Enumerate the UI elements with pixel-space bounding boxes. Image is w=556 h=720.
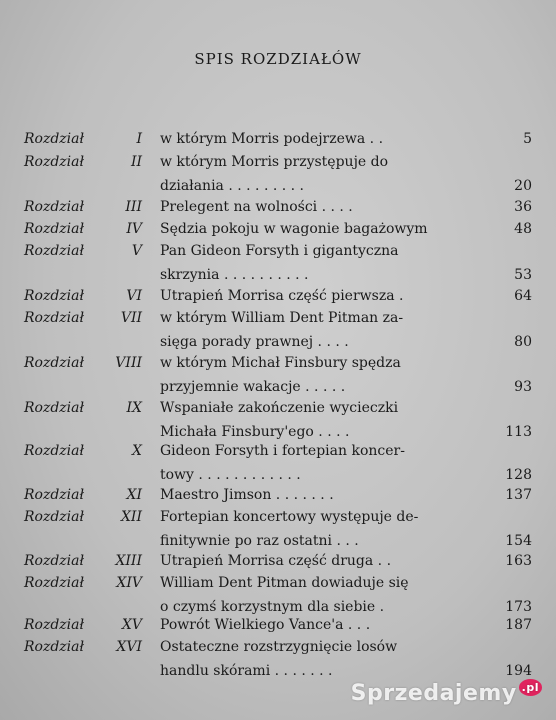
chapter-entry	[0, 506, 556, 548]
chapter-label: Rozdział	[24, 553, 85, 569]
chapter-page-number: 187	[505, 617, 532, 633]
chapter-label: Rozdział	[24, 443, 85, 459]
chapter-number: XIII	[115, 553, 142, 569]
chapter-title-text: towy	[160, 467, 194, 483]
chapter-title-line1	[160, 636, 480, 658]
chapter-title-line2	[160, 264, 480, 286]
chapter-number: I	[136, 131, 142, 147]
chapter-title-text: działania	[160, 178, 224, 194]
leader-dots: . . . . . . . . . . . .	[193, 467, 301, 483]
watermark-tld: .pl	[519, 679, 542, 696]
chapter-label: Rozdział	[24, 487, 85, 503]
chapter-page-number: 93	[514, 379, 532, 395]
chapter-label: Rozdział	[24, 221, 85, 237]
chapter-label: Rozdział	[24, 131, 85, 147]
leader-dots: . . . . . . . . . .	[219, 267, 309, 283]
chapter-label: Rozdział	[24, 154, 85, 170]
chapter-title-line1	[160, 614, 480, 636]
chapter-label: Rozdział	[24, 288, 85, 304]
chapter-number: XV	[121, 617, 142, 633]
chapter-label: Rozdział	[24, 355, 85, 371]
leader-dots: . . . . . . .	[271, 487, 334, 503]
chapter-title-line1	[160, 506, 480, 528]
chapter-number: X	[132, 443, 142, 459]
chapter-title-line1	[160, 151, 480, 173]
leader-dots: . . . .	[313, 334, 349, 350]
chapter-label: Rozdział	[24, 575, 85, 591]
chapter-title-text: Sędzia pokoju w wagonie bagażowym	[160, 221, 428, 237]
chapter-number: XIV	[116, 575, 142, 591]
chapter-title-line1	[160, 307, 480, 329]
leader-dots: . . .	[343, 617, 371, 633]
chapter-number: III	[125, 199, 142, 215]
chapter-entry	[0, 240, 556, 282]
chapter-title-text: o czymś korzystnym dla siebie	[160, 599, 376, 615]
chapter-number: XVI	[116, 639, 142, 655]
chapter-title-line2	[160, 331, 480, 353]
chapter-page-number: 64	[514, 288, 532, 304]
watermark-logo	[351, 681, 542, 706]
chapter-entry	[0, 440, 556, 482]
chapter-number: IX	[126, 400, 142, 416]
chapter-page-number: 128	[505, 467, 532, 483]
leader-dots: . . . .	[317, 199, 353, 215]
chapter-title-text: handlu skórami	[160, 663, 271, 679]
chapter-page-number: 173	[505, 599, 532, 615]
chapter-title-text: sięga porady prawnej	[160, 334, 314, 350]
chapter-title-line1	[160, 352, 480, 374]
chapter-label: Rozdział	[24, 199, 85, 215]
chapter-entry	[0, 397, 556, 439]
leader-dots: . .	[373, 553, 392, 569]
chapter-title-text: finitywnie po raz ostatni	[160, 533, 332, 549]
leader-dots: . . . . .	[300, 379, 346, 395]
chapter-page-number: 36	[514, 199, 532, 215]
chapter-page-number: 5	[523, 131, 532, 147]
chapter-title-text: Ostateczne rozstrzygnięcie losów	[160, 639, 398, 655]
chapter-title-text: Utrapień Morrisa część druga	[160, 553, 374, 569]
chapter-title-text: Maestro Jimson	[160, 487, 272, 503]
chapter-title-line2	[160, 464, 480, 486]
chapter-title-text: Gideon Forsyth i fortepian koncer-	[160, 443, 405, 459]
chapter-page-number: 48	[514, 221, 532, 237]
chapter-title-line2	[160, 175, 480, 197]
chapter-number: VI	[126, 288, 142, 304]
page-title: SPIS ROZDZIAŁÓW	[194, 50, 362, 68]
leader-dots: . .	[365, 131, 384, 147]
chapter-title-line1	[160, 196, 480, 218]
leader-dots: . . . . . . . . .	[223, 178, 304, 194]
chapter-entry	[0, 572, 556, 614]
chapter-label: Rozdział	[24, 509, 85, 525]
chapter-title-line1	[160, 484, 480, 506]
chapter-page-number: 53	[514, 267, 532, 283]
chapter-entry	[0, 151, 556, 193]
chapter-page-number: 137	[505, 487, 532, 503]
chapter-number: V	[131, 243, 142, 259]
chapter-title-line1	[160, 397, 480, 419]
chapter-title-line1	[160, 285, 480, 307]
chapter-title-line2	[160, 530, 480, 552]
chapter-title-text: przyjemnie wakacje	[160, 379, 301, 395]
chapter-title-line1	[160, 128, 480, 150]
chapter-title-line1	[160, 218, 480, 240]
leader-dots: .	[394, 288, 404, 304]
chapter-page-number: 113	[505, 424, 532, 440]
chapter-title-text: skrzynia	[160, 267, 220, 283]
chapter-entry	[0, 352, 556, 394]
chapter-number: II	[130, 154, 142, 170]
chapter-title-text: Prelegent na wolności	[160, 199, 318, 215]
chapter-title-line1	[160, 550, 480, 572]
chapter-title-text: w którym Morris przystępuje do	[160, 154, 389, 170]
chapter-title-text: w którym Michał Finsbury spędza	[160, 355, 401, 371]
chapter-title-text: w którym William Dent Pitman za-	[160, 310, 404, 326]
chapter-title-line2	[160, 660, 480, 682]
chapter-label: Rozdział	[24, 243, 85, 259]
chapter-title-line1	[160, 240, 480, 262]
chapter-label: Rozdział	[24, 617, 85, 633]
chapter-title-text: w którym Morris podejrzewa	[160, 131, 366, 147]
chapter-entry	[0, 636, 556, 678]
chapter-title-text: Fortepian koncertowy występuje de-	[160, 509, 419, 525]
chapter-label: Rozdział	[24, 639, 85, 655]
chapter-number: XII	[120, 509, 142, 525]
leader-dots: .	[375, 599, 385, 615]
chapter-title-text: William Dent Pitman dowiaduje się	[160, 575, 409, 591]
chapter-number: IV	[126, 221, 142, 237]
chapter-title-text: Utrapień Morrisa część pierwsza	[160, 288, 395, 304]
chapter-title-text: Powrót Wielkiego Vance'a	[160, 617, 344, 633]
chapter-page-number: 163	[505, 553, 532, 569]
leader-dots: . . . . . . .	[270, 663, 333, 679]
chapter-page-number: 80	[514, 334, 532, 350]
watermark-text: Sprzedajemy	[350, 681, 517, 706]
leader-dots: . . . .	[313, 424, 350, 440]
chapter-entry	[0, 307, 556, 349]
chapter-page-number: 194	[505, 663, 532, 679]
chapter-number: XI	[126, 487, 142, 503]
chapter-title-line1	[160, 572, 480, 594]
leader-dots: . . .	[332, 533, 359, 549]
chapter-label: Rozdział	[24, 400, 85, 416]
chapter-number: VII	[120, 310, 142, 326]
chapter-title-text: Wspaniałe zakończenie wycieczki	[160, 400, 399, 416]
chapter-title-line1	[160, 440, 480, 462]
chapter-number: VIII	[115, 355, 142, 371]
chapter-page-number: 154	[505, 533, 532, 549]
chapter-label: Rozdział	[24, 310, 85, 326]
chapter-title-text: Pan Gideon Forsyth i gigantyczna	[160, 243, 399, 259]
chapter-title-line2	[160, 376, 480, 398]
chapter-page-number: 20	[514, 178, 532, 194]
chapter-title-text: Michała Finsbury'ego	[160, 424, 314, 440]
